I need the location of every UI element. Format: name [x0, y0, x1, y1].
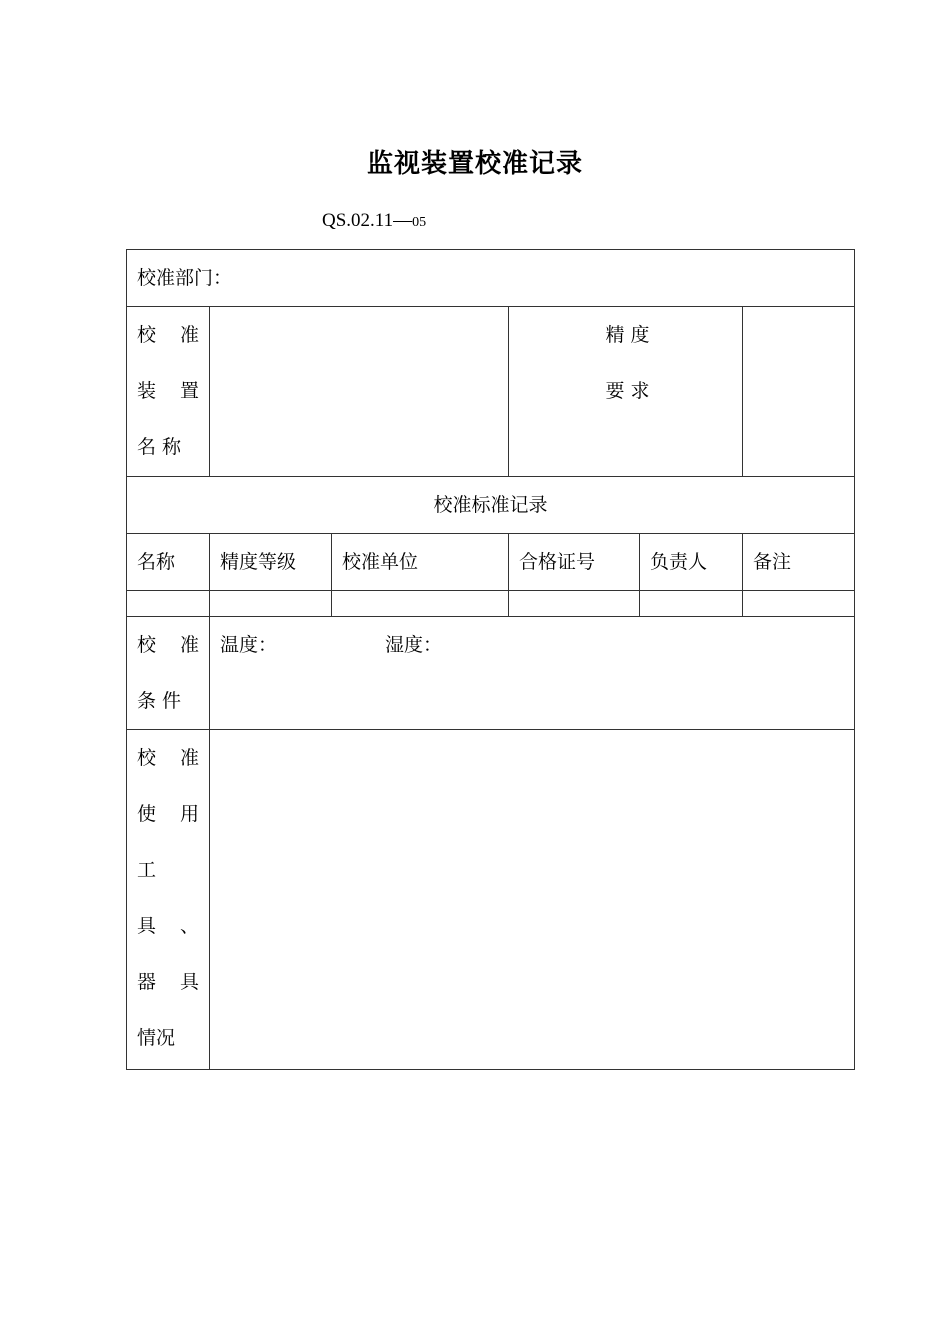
column-header: 精度等级	[210, 534, 332, 591]
tools-input-cell[interactable]	[210, 730, 855, 1070]
tools-row	[127, 730, 855, 1070]
tools-label-char: 校	[137, 747, 157, 769]
table-cell[interactable]	[332, 591, 509, 617]
tools-label-char: 使	[137, 803, 157, 825]
device-name-label-char: 名 称	[137, 436, 182, 458]
dept-row	[127, 250, 855, 307]
tools-label-char: 用	[179, 803, 199, 825]
tools-label-char: 、	[179, 915, 199, 937]
tools-label-char: 工	[137, 859, 157, 881]
table-cell[interactable]	[210, 591, 332, 617]
device-name-label-cell	[127, 307, 210, 477]
dept-label: 校准部门：	[137, 267, 233, 289]
conditions-row	[127, 617, 855, 730]
standard-header-row	[127, 477, 855, 534]
device-name-label-char: 准	[179, 324, 199, 346]
table-cell[interactable]	[509, 591, 640, 617]
conditions-label-char: 条 件	[137, 690, 182, 712]
column-header: 备注	[743, 534, 855, 591]
conditions-label-char: 准	[179, 634, 199, 656]
tools-label-char: 器	[137, 971, 157, 993]
humidity-label: 湿度：	[385, 634, 443, 656]
accuracy-label-line2: 要 求	[605, 380, 650, 402]
conditions-label-cell	[127, 617, 210, 730]
device-name-label-char: 装	[137, 380, 157, 402]
document-code	[322, 208, 426, 236]
tools-label-char: 准	[179, 747, 199, 769]
device-name-label-char: 置	[179, 380, 199, 402]
column-header: 名称	[127, 534, 210, 591]
document-code-main: QS.02.11—	[322, 210, 413, 231]
tools-label-cell	[127, 730, 210, 1070]
device-row	[127, 307, 855, 477]
standard-data-row	[127, 591, 855, 617]
accuracy-input-cell[interactable]	[743, 307, 855, 477]
document-code-suffix: 05	[412, 215, 427, 230]
tools-label-char: 具	[179, 971, 199, 993]
accuracy-label-cell	[509, 307, 743, 477]
accuracy-label-line1: 精 度	[605, 324, 650, 346]
column-header: 负责人	[640, 534, 743, 591]
dept-cell[interactable]	[127, 250, 855, 307]
device-name-label-char: 校	[137, 324, 157, 346]
conditions-input-cell[interactable]	[210, 617, 855, 730]
table-cell[interactable]	[640, 591, 743, 617]
table-cell[interactable]	[127, 591, 210, 617]
calibration-form-table	[126, 249, 855, 1070]
tools-label-char: 具	[137, 915, 157, 937]
standard-record-header: 校准标准记录	[127, 477, 855, 534]
conditions-label-char: 校	[137, 634, 157, 656]
table-cell[interactable]	[743, 591, 855, 617]
temperature-label: 温度：	[220, 634, 278, 656]
device-name-input-cell[interactable]	[210, 307, 509, 477]
tools-label-char: 情况	[137, 1027, 176, 1049]
standard-columns-row	[127, 534, 855, 591]
column-header: 校准单位	[332, 534, 509, 591]
document-title: 监视装置校准记录	[366, 149, 583, 179]
column-header: 合格证号	[509, 534, 640, 591]
